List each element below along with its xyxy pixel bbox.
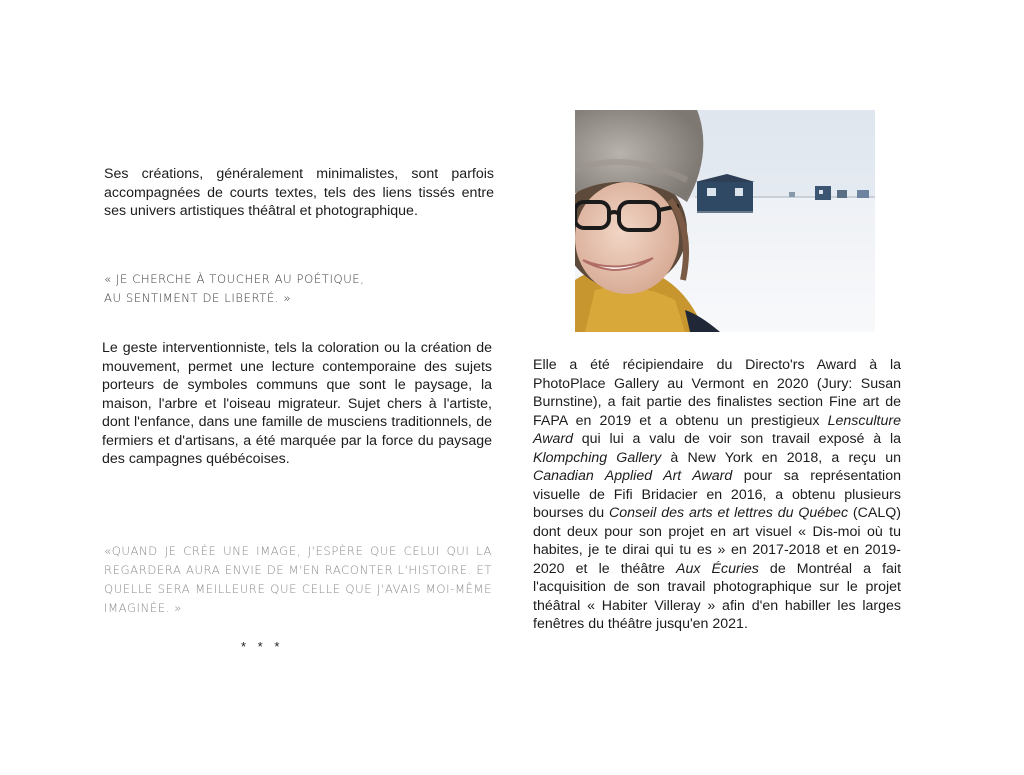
ice-hut-large xyxy=(695,174,755,213)
bio-text-segment: qui lui a valu de voir son travail exposé à la xyxy=(572,431,901,447)
section-separator: * * * xyxy=(241,639,284,654)
ice-hut-small xyxy=(815,186,831,200)
pull-quote-1-line-1: « JE CHERCHE À TOUCHER AU POÉTIQUE, xyxy=(104,272,365,286)
bio-italic-title: Lensculture Award xyxy=(533,412,901,447)
bio-text-segment: Elle a été récipiendaire du Directo'rs Award à la PhotoPlace Gallery au Vermont en 2020 (Jury: Susan Burnstine), a fait partie des finalistes section Fine art de FAPA en 2019 et a obtenu un prestigieux xyxy=(533,357,901,429)
bio-text-segment: (CALQ) dont deux pour son projet en art visuel « Dis-moi où tu habites, je te dirai qui tu es » en 2017-2018 et en 2019-2020 et le théâtre xyxy=(533,505,902,577)
pull-quote-2: «QUAND JE CRÉE UNE IMAGE, J'ESPÈRE QUE CELUI QUI LA REGARDERA AURA ENVIE DE M'EN RACONTER L'HISTOIRE. ET QUELLE SERA MEILLEURE QUE CELLE QUE J'AVAIS MOI-MÊME IMAGINÉE. » xyxy=(104,544,492,615)
bio-italic-title: Conseil des arts et lettres du Québec xyxy=(609,505,849,521)
intro-paragraph: Ses créations, généralement minimalistes, sont parfois accompagnées de courts textes, tels des liens tissés entre ses univers artistiques théâtral et photographique. xyxy=(104,166,494,219)
portrait-photo xyxy=(575,110,875,332)
pull-quote-1-line-2: AU SENTIMENT DE LIBERTÉ. » xyxy=(104,291,292,305)
bio-text-segment: de Montréal a fait l'acquisition de son travail photographique sur le projet théâtral « Habiter Villeray » afin d'en habiller les larges fenêtres du théâtre jusqu'en 2021. xyxy=(533,560,902,632)
bio-paragraph-right xyxy=(533,356,901,634)
bio-text-segment: pour sa représentation visuelle de Fifi Bridacier en 2016, a obtenu plusieurs bourses du xyxy=(533,468,901,521)
bio-text-segment: à New York en 2018, a reçu un xyxy=(661,449,901,466)
bio-italic-title: Aux Écuries xyxy=(675,560,759,577)
portrait-photo-image xyxy=(575,110,875,332)
body-paragraph-left: Le geste interventionniste, tels la coloration ou la création de mouvement, permet une lecture contemporaine des sujets porteurs de symboles communs que sont le paysage, la maison, l'arbre et l'oiseau migrateur. Sujet chers à l'artiste, dont l'enfance, dans une famille de musciens traditionnels, de fermiers et d'artisans, a été marquée par la force du paysage des campagnes québécoises. xyxy=(102,340,492,467)
bio-italic-title: Klompching Gallery xyxy=(533,449,662,466)
bio-italic-title: Canadian Applied Art Award xyxy=(533,468,733,484)
